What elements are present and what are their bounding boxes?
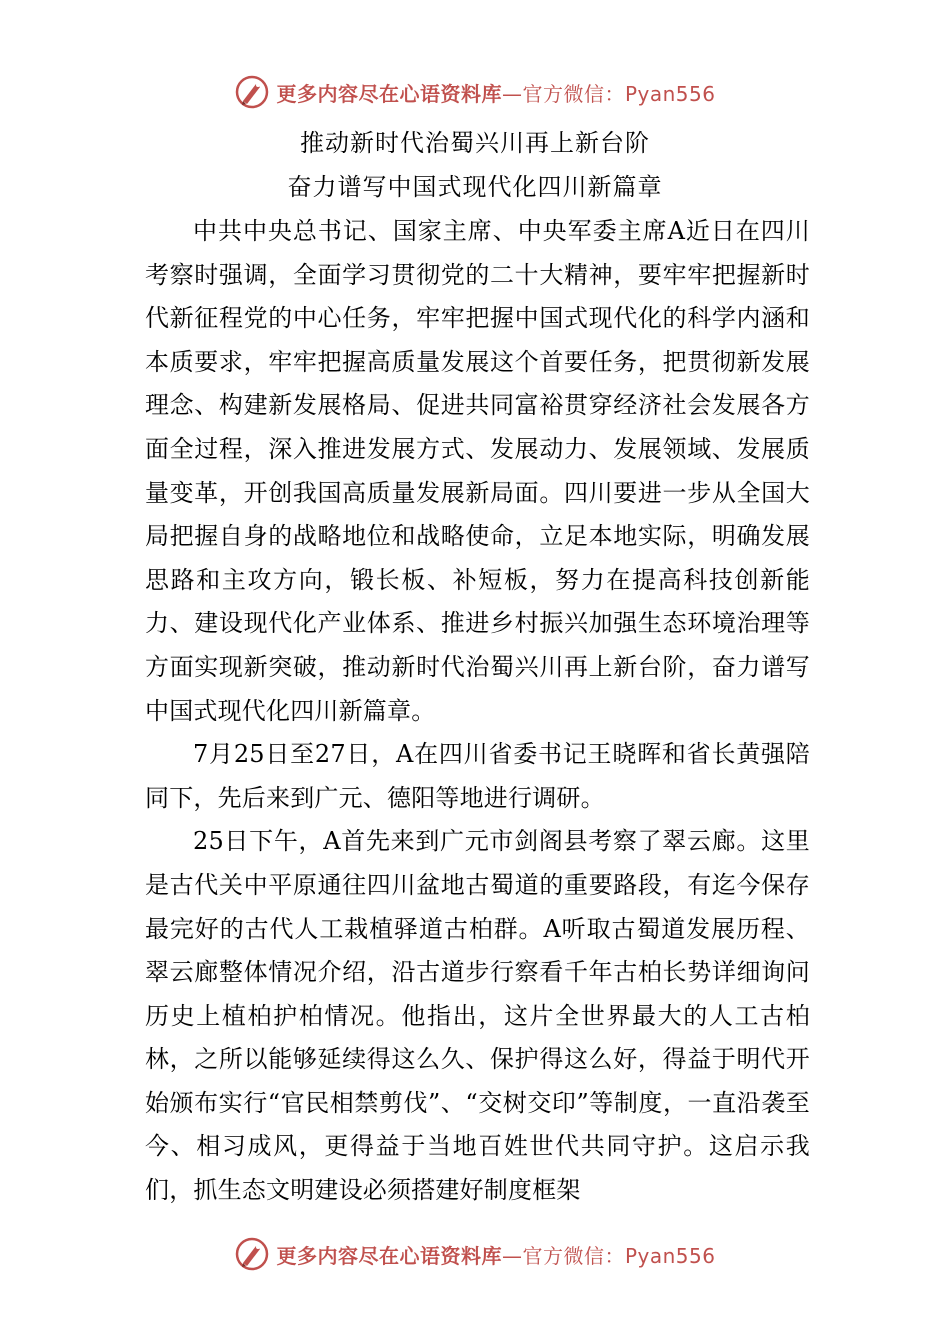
header-watermark-text: 更多内容尽在心语资料库 xyxy=(276,81,502,106)
paragraph-2: 7月25日至27日，A在四川省委书记王晓晖和省长黄强陪同下，先后来到广元、德阳等地进行调研。 xyxy=(145,740,810,812)
footer-contact-text: —官方微信：Pyan556 xyxy=(501,1243,716,1268)
pen-circle-logo-icon xyxy=(234,74,270,110)
article-title-line1: 推动新时代治蜀兴川再上新台阶 xyxy=(300,129,650,157)
footer-watermark xyxy=(0,1232,950,1276)
footer-watermark-text: 更多内容尽在心语资料库 xyxy=(276,1243,502,1268)
article-title-line2: 奋力谱写中国式现代化四川新篇章 xyxy=(287,173,663,201)
paragraph-3: 25日下午，A首先来到广元市剑阁县考察了翠云廊。这里是古代关中平原通往四川盆地古蜀道的重要路段，有迄今保存最完好的古代人工栽植驿道古柏群。A听取古蜀道发展历程、翠云廊整体情况介绍，沿古道步行察看千年古柏长势详细询问历史上植柏护柏情况。他指出，这片全世界最大的人工古柏林，之所以能够延续得这么久、保护得这么好，得益于明代开始颁布实行“官民相禁剪伐”、“交树交印”等制度，一直沿袭至今、相习成风，更得益于当地百姓世代共同守护。这启示我们，抓生态文明建设必须搭建好制度框架 xyxy=(145,827,810,1205)
pen-circle-logo-icon xyxy=(234,1236,270,1272)
header-contact-text: —官方微信：Pyan556 xyxy=(501,81,716,106)
article-body xyxy=(145,210,810,1213)
paragraph-1: 中共中央总书记、国家主席、中央军委主席A近日在四川考察时强调，全面学习贯彻党的二十大精神，要牢牢把握新时代新征程党的中心任务，牢牢把握中国式现代化的科学内涵和本质要求，牢牢把握高质量发展这个首要任务，把贯彻新发展理念、构建新发展格局、促进共同富裕贯穿经济社会发展各方面全过程，深入推进发展方式、发展动力、发展领域、发展质量变革，开创我国高质量发展新局面。四川要进一步从全国大局把握自身的战略地位和战略使命，立足本地实际，明确发展思路和主攻方向，锻长板、补短板，努力在提高科技创新能力、建设现代化产业体系、推进乡村振兴加强生态环境治理等方面实现新突破，推动新时代治蜀兴川再上新台阶，奋力谱写中国式现代化四川新篇章。 xyxy=(145,217,810,725)
header-watermark xyxy=(0,70,950,114)
